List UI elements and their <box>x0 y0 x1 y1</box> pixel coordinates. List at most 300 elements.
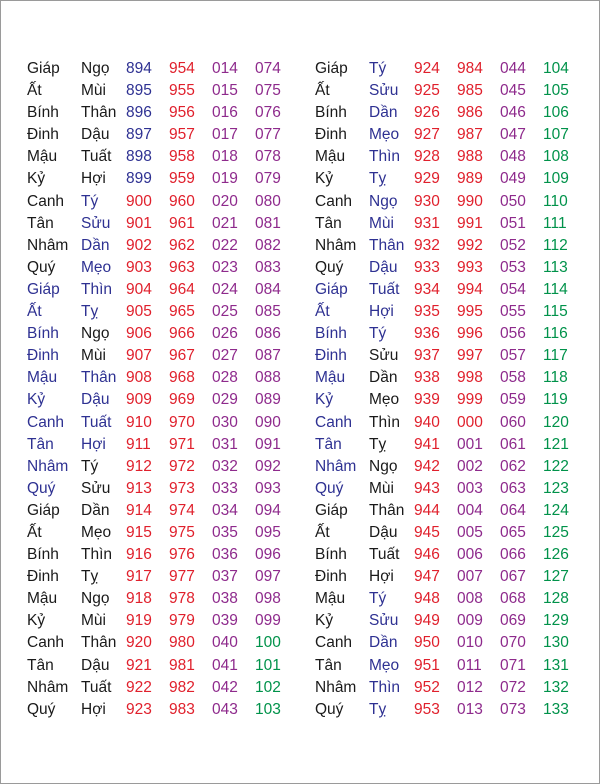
year-number-cell: 031 <box>212 435 238 453</box>
year-number-cell: 914 <box>126 501 152 519</box>
heavenly-stem-cell: Giáp <box>27 280 60 298</box>
year-number-cell: 985 <box>457 82 483 100</box>
year-number-cell: 113 <box>543 258 568 276</box>
year-number-cell: 018 <box>212 148 238 166</box>
year-number-cell: 045 <box>500 82 526 100</box>
earthly-branch-cell: Mùi <box>81 612 106 630</box>
year-number-cell: 102 <box>255 678 281 696</box>
year-number-cell: 022 <box>212 236 238 254</box>
earthly-branch-cell: Hợi <box>369 303 394 321</box>
earthly-branch-cell: Ngọ <box>81 590 110 608</box>
heavenly-stem-cell: Ất <box>315 82 330 100</box>
year-number-cell: 996 <box>457 325 483 343</box>
year-number-cell: 979 <box>169 612 195 630</box>
year-number-cell: 057 <box>500 347 526 365</box>
year-number-cell: 089 <box>255 391 281 409</box>
year-number-cell: 063 <box>500 479 526 497</box>
year-number-cell: 099 <box>255 612 281 630</box>
year-number-cell: 072 <box>500 678 526 696</box>
table-row <box>27 655 295 677</box>
year-number-cell: 050 <box>500 192 526 210</box>
earthly-branch-cell: Dần <box>369 104 398 122</box>
table-row <box>315 456 583 478</box>
table-row <box>27 677 295 699</box>
year-number-cell: 029 <box>212 391 238 409</box>
earthly-branch-cell: Thìn <box>81 280 113 298</box>
earthly-branch-cell: Sửu <box>81 479 111 497</box>
year-number-cell: 969 <box>169 391 195 409</box>
year-number-cell: 961 <box>169 214 195 232</box>
heavenly-stem-cell: Quý <box>315 258 344 276</box>
earthly-branch-cell: Mùi <box>369 214 394 232</box>
year-number-cell: 970 <box>169 413 195 431</box>
year-number-cell: 077 <box>255 126 281 144</box>
year-number-cell: 930 <box>414 192 440 210</box>
heavenly-stem-cell: Bính <box>315 325 347 343</box>
year-number-cell: 080 <box>255 192 281 210</box>
heavenly-stem-cell: Bính <box>315 546 347 564</box>
table-row <box>315 655 583 677</box>
heavenly-stem-cell: Giáp <box>315 501 348 519</box>
year-number-cell: 944 <box>414 501 440 519</box>
table-row <box>27 389 295 411</box>
year-number-cell: 106 <box>543 104 569 122</box>
year-number-cell: 919 <box>126 612 152 630</box>
table-row <box>315 677 583 699</box>
earthly-branch-cell: Dậu <box>369 258 398 276</box>
year-number-cell: 017 <box>212 126 238 144</box>
earthly-branch-cell: Tỵ <box>81 303 99 321</box>
year-number-cell: 910 <box>126 413 152 431</box>
year-number-cell: 096 <box>255 546 281 564</box>
year-number-cell: 989 <box>457 170 483 188</box>
year-number-cell: 004 <box>457 501 483 519</box>
heavenly-stem-cell: Tân <box>27 435 54 453</box>
year-number-cell: 124 <box>543 501 569 519</box>
year-number-cell: 908 <box>126 369 152 387</box>
year-number-cell: 002 <box>457 457 483 475</box>
earthly-branch-cell: Ngọ <box>369 192 398 210</box>
year-number-cell: 086 <box>255 325 281 343</box>
year-number-cell: 975 <box>169 523 195 541</box>
table-row <box>315 279 583 301</box>
year-number-cell: 953 <box>414 700 440 718</box>
year-number-cell: 027 <box>212 347 238 365</box>
earthly-branch-cell: Tỵ <box>81 568 99 586</box>
year-number-cell: 981 <box>169 656 195 674</box>
table-row <box>27 124 295 146</box>
year-number-cell: 112 <box>543 236 568 254</box>
year-number-cell: 058 <box>500 369 526 387</box>
heavenly-stem-cell: Giáp <box>27 501 60 519</box>
year-number-cell: 118 <box>543 369 568 387</box>
heavenly-stem-cell: Canh <box>27 192 65 210</box>
year-number-cell: 067 <box>500 568 526 586</box>
earthly-branch-cell: Thân <box>369 501 405 519</box>
earthly-branch-cell: Thân <box>81 369 117 387</box>
year-number-cell: 959 <box>169 170 195 188</box>
table-row <box>315 124 583 146</box>
year-number-cell: 023 <box>212 258 238 276</box>
earthly-branch-cell: Tý <box>369 325 387 343</box>
heavenly-stem-cell: Ất <box>27 82 42 100</box>
table-row <box>27 257 295 279</box>
year-number-cell: 098 <box>255 590 281 608</box>
year-number-cell: 079 <box>255 170 281 188</box>
year-number-cell: 978 <box>169 590 195 608</box>
year-number-cell: 104 <box>543 60 569 77</box>
year-number-cell: 039 <box>212 612 238 630</box>
heavenly-stem-cell: Mậu <box>315 148 346 166</box>
year-number-cell: 042 <box>212 678 238 696</box>
earthly-branch-cell: Thân <box>369 236 405 254</box>
table-row <box>315 478 583 500</box>
year-number-cell: 024 <box>212 280 238 298</box>
year-number-cell: 904 <box>126 280 152 298</box>
year-number-cell: 052 <box>500 236 526 254</box>
table-row <box>27 58 295 80</box>
table-row <box>27 301 295 323</box>
year-number-cell: 087 <box>255 347 281 365</box>
table-row <box>27 323 295 345</box>
year-number-cell: 987 <box>457 126 483 144</box>
earthly-branch-cell: Sửu <box>369 347 399 365</box>
year-number-cell: 074 <box>255 60 281 77</box>
year-number-cell: 019 <box>212 170 238 188</box>
earthly-branch-cell: Thìn <box>369 678 401 696</box>
year-number-cell: 020 <box>212 192 238 210</box>
year-number-cell: 911 <box>126 435 151 453</box>
table-row <box>315 102 583 124</box>
year-number-cell: 941 <box>414 435 440 453</box>
year-number-cell: 903 <box>126 258 152 276</box>
earthly-branch-cell: Sửu <box>369 612 399 630</box>
year-number-cell: 068 <box>500 590 526 608</box>
table-row <box>315 301 583 323</box>
year-number-cell: 905 <box>126 303 152 321</box>
year-number-cell: 920 <box>126 634 152 652</box>
table-row <box>27 279 295 301</box>
table-row <box>315 213 583 235</box>
earthly-branch-cell: Mẹo <box>81 523 112 541</box>
year-number-cell: 034 <box>212 501 238 519</box>
year-number-cell: 030 <box>212 413 238 431</box>
year-number-cell: 084 <box>255 280 281 298</box>
table-row <box>27 610 295 632</box>
year-number-cell: 111 <box>543 214 567 232</box>
year-number-cell: 897 <box>126 126 152 144</box>
year-number-cell: 954 <box>169 60 195 77</box>
heavenly-stem-cell: Giáp <box>27 60 60 77</box>
heavenly-stem-cell: Đinh <box>315 347 347 365</box>
year-number-cell: 950 <box>414 634 440 652</box>
earthly-branch-cell: Mẹo <box>81 258 112 276</box>
table-row <box>27 434 295 456</box>
year-number-cell: 948 <box>414 590 440 608</box>
earthly-branch-cell: Dậu <box>369 523 398 541</box>
earthly-branch-cell: Tý <box>369 60 387 77</box>
year-number-cell: 946 <box>414 546 440 564</box>
heavenly-stem-cell: Quý <box>27 258 56 276</box>
earthly-branch-cell: Tuất <box>81 148 112 166</box>
table-row <box>27 544 295 566</box>
earthly-branch-cell: Tỵ <box>369 700 387 718</box>
year-number-cell: 016 <box>212 104 238 122</box>
earthly-branch-cell: Thìn <box>369 413 401 431</box>
year-number-cell: 967 <box>169 347 195 365</box>
year-number-cell: 998 <box>457 369 483 387</box>
table-row <box>315 168 583 190</box>
heavenly-stem-cell: Mậu <box>315 369 346 387</box>
year-number-cell: 977 <box>169 568 195 586</box>
heavenly-stem-cell: Kỷ <box>27 612 46 630</box>
year-number-cell: 026 <box>212 325 238 343</box>
year-number-cell: 094 <box>255 501 281 519</box>
year-number-cell: 054 <box>500 280 526 298</box>
table-row <box>315 434 583 456</box>
year-number-cell: 125 <box>543 523 569 541</box>
table-row <box>315 80 583 102</box>
earthly-branch-cell: Hợi <box>81 170 106 188</box>
year-number-cell: 070 <box>500 634 526 652</box>
year-number-cell: 037 <box>212 568 238 586</box>
year-number-cell: 092 <box>255 457 281 475</box>
year-number-cell: 015 <box>212 82 238 100</box>
earthly-branch-cell: Mùi <box>81 347 106 365</box>
earthly-branch-cell: Thìn <box>369 148 401 166</box>
year-number-cell: 973 <box>169 479 195 497</box>
year-number-cell: 921 <box>126 656 152 674</box>
earthly-branch-cell: Tỵ <box>369 435 387 453</box>
earthly-branch-cell: Ngọ <box>81 60 110 77</box>
table-row <box>315 412 583 434</box>
year-number-cell: 968 <box>169 369 195 387</box>
year-number-cell: 001 <box>457 435 483 453</box>
year-number-cell: 132 <box>543 678 569 696</box>
year-number-cell: 055 <box>500 303 526 321</box>
year-number-cell: 100 <box>255 634 281 652</box>
year-number-cell: 081 <box>255 214 281 232</box>
year-number-cell: 997 <box>457 347 483 365</box>
year-number-cell: 966 <box>169 325 195 343</box>
table-row <box>27 566 295 588</box>
year-number-cell: 999 <box>457 391 483 409</box>
heavenly-stem-cell: Quý <box>27 700 56 718</box>
year-number-cell: 943 <box>414 479 440 497</box>
year-number-cell: 972 <box>169 457 195 475</box>
year-number-cell: 010 <box>457 634 483 652</box>
earthly-branch-cell: Hợi <box>369 568 394 586</box>
year-number-cell: 114 <box>543 280 568 298</box>
year-number-cell: 958 <box>169 148 195 166</box>
heavenly-stem-cell: Nhâm <box>27 457 69 475</box>
earthly-branch-cell: Dần <box>369 634 398 652</box>
year-number-cell: 047 <box>500 126 526 144</box>
year-number-cell: 922 <box>126 678 152 696</box>
year-number-cell: 963 <box>169 258 195 276</box>
table-row <box>315 367 583 389</box>
year-number-cell: 129 <box>543 612 569 630</box>
year-number-cell: 945 <box>414 523 440 541</box>
year-number-cell: 105 <box>543 82 569 100</box>
table-row <box>315 544 583 566</box>
heavenly-stem-cell: Mậu <box>315 590 346 608</box>
year-number-cell: 090 <box>255 413 281 431</box>
heavenly-stem-cell: Kỷ <box>315 391 334 409</box>
heavenly-stem-cell: Canh <box>27 413 65 431</box>
table-row <box>315 235 583 257</box>
year-number-cell: 913 <box>126 479 152 497</box>
year-number-cell: 896 <box>126 104 152 122</box>
year-number-cell: 008 <box>457 590 483 608</box>
year-number-cell: 990 <box>457 192 483 210</box>
earthly-branch-cell: Thân <box>81 634 117 652</box>
year-number-cell: 122 <box>543 457 569 475</box>
year-number-cell: 041 <box>212 656 238 674</box>
year-number-cell: 120 <box>543 413 569 431</box>
heavenly-stem-cell: Tân <box>27 656 54 674</box>
table-row <box>27 588 295 610</box>
table-row <box>315 345 583 367</box>
year-number-cell: 130 <box>543 634 569 652</box>
year-number-cell: 133 <box>543 700 569 718</box>
table-row <box>27 102 295 124</box>
table-row <box>27 412 295 434</box>
year-number-cell: 917 <box>126 568 152 586</box>
heavenly-stem-cell: Kỷ <box>315 612 334 630</box>
table-row <box>27 80 295 102</box>
table-row <box>315 699 583 721</box>
year-number-cell: 048 <box>500 148 526 166</box>
year-table-left-body <box>27 58 295 721</box>
year-number-cell: 028 <box>212 369 238 387</box>
earthly-branch-cell: Sửu <box>369 82 399 100</box>
year-number-cell: 059 <box>500 391 526 409</box>
heavenly-stem-cell: Tân <box>27 214 54 232</box>
year-number-cell: 012 <box>457 678 483 696</box>
table-row <box>27 345 295 367</box>
table-row <box>27 367 295 389</box>
year-number-cell: 929 <box>414 170 440 188</box>
year-number-cell: 064 <box>500 501 526 519</box>
year-number-cell: 075 <box>255 82 281 100</box>
earthly-branch-cell: Dậu <box>81 391 110 409</box>
year-number-cell: 088 <box>255 369 281 387</box>
earthly-branch-cell: Mẹo <box>369 126 400 144</box>
year-number-cell: 007 <box>457 568 483 586</box>
year-number-cell: 898 <box>126 148 152 166</box>
year-number-cell: 109 <box>543 170 569 188</box>
heavenly-stem-cell: Canh <box>27 634 65 652</box>
earthly-branch-cell: Mùi <box>81 82 106 100</box>
year-number-cell: 900 <box>126 192 152 210</box>
year-number-cell: 901 <box>126 214 152 232</box>
table-row <box>27 478 295 500</box>
year-number-cell: 108 <box>543 148 569 166</box>
year-number-cell: 032 <box>212 457 238 475</box>
year-number-cell: 006 <box>457 546 483 564</box>
year-number-cell: 103 <box>255 700 281 718</box>
year-number-cell: 128 <box>543 590 569 608</box>
heavenly-stem-cell: Canh <box>315 634 353 652</box>
table-row <box>27 191 295 213</box>
heavenly-stem-cell: Canh <box>315 192 353 210</box>
year-number-cell: 928 <box>414 148 440 166</box>
year-number-cell: 988 <box>457 148 483 166</box>
year-number-cell: 061 <box>500 435 526 453</box>
heavenly-stem-cell: Ất <box>27 303 42 321</box>
year-number-cell: 912 <box>126 457 152 475</box>
year-number-cell: 957 <box>169 126 195 144</box>
year-number-cell: 065 <box>500 523 526 541</box>
year-number-cell: 965 <box>169 303 195 321</box>
heavenly-stem-cell: Canh <box>315 413 353 431</box>
year-number-cell: 009 <box>457 612 483 630</box>
year-number-cell: 025 <box>212 303 238 321</box>
table-row <box>27 213 295 235</box>
earthly-branch-cell: Mẹo <box>369 391 400 409</box>
table-row <box>315 632 583 654</box>
heavenly-stem-cell: Đinh <box>315 126 347 144</box>
year-number-cell: 097 <box>255 568 281 586</box>
heavenly-stem-cell: Nhâm <box>27 678 69 696</box>
year-number-cell: 036 <box>212 546 238 564</box>
earthly-branch-cell: Hợi <box>81 435 106 453</box>
year-number-cell: 995 <box>457 303 483 321</box>
year-number-cell: 091 <box>255 435 281 453</box>
year-number-cell: 073 <box>500 700 526 718</box>
heavenly-stem-cell: Quý <box>315 479 344 497</box>
year-number-cell: 993 <box>457 258 483 276</box>
heavenly-stem-cell: Tân <box>315 656 342 674</box>
table-row <box>315 257 583 279</box>
table-row <box>315 500 583 522</box>
heavenly-stem-cell: Đinh <box>27 568 59 586</box>
year-number-cell: 909 <box>126 391 152 409</box>
heavenly-stem-cell: Bính <box>315 104 347 122</box>
earthly-branch-cell: Tuất <box>81 678 112 696</box>
heavenly-stem-cell: Mậu <box>27 148 58 166</box>
earthly-branch-cell: Tý <box>81 457 99 475</box>
year-number-cell: 899 <box>126 170 152 188</box>
year-number-cell: 116 <box>543 325 568 343</box>
table-row <box>315 191 583 213</box>
table-row <box>315 588 583 610</box>
heavenly-stem-cell: Ất <box>315 523 330 541</box>
table-row <box>27 632 295 654</box>
earthly-branch-cell: Dậu <box>81 656 110 674</box>
year-number-cell: 005 <box>457 523 483 541</box>
year-number-cell: 915 <box>126 523 152 541</box>
heavenly-stem-cell: Mậu <box>27 369 58 387</box>
table-row <box>315 323 583 345</box>
year-number-cell: 895 <box>126 82 152 100</box>
heavenly-stem-cell: Bính <box>27 104 59 122</box>
year-number-cell: 947 <box>414 568 440 586</box>
year-number-cell: 935 <box>414 303 440 321</box>
year-number-cell: 043 <box>212 700 238 718</box>
year-number-cell: 964 <box>169 280 195 298</box>
year-number-cell: 951 <box>414 656 440 674</box>
year-number-cell: 131 <box>543 656 569 674</box>
table-row <box>315 58 583 80</box>
year-number-cell: 932 <box>414 236 440 254</box>
heavenly-stem-cell: Đinh <box>27 126 59 144</box>
year-number-cell: 076 <box>255 104 281 122</box>
year-number-cell: 937 <box>414 347 440 365</box>
year-number-cell: 927 <box>414 126 440 144</box>
year-number-cell: 949 <box>414 612 440 630</box>
